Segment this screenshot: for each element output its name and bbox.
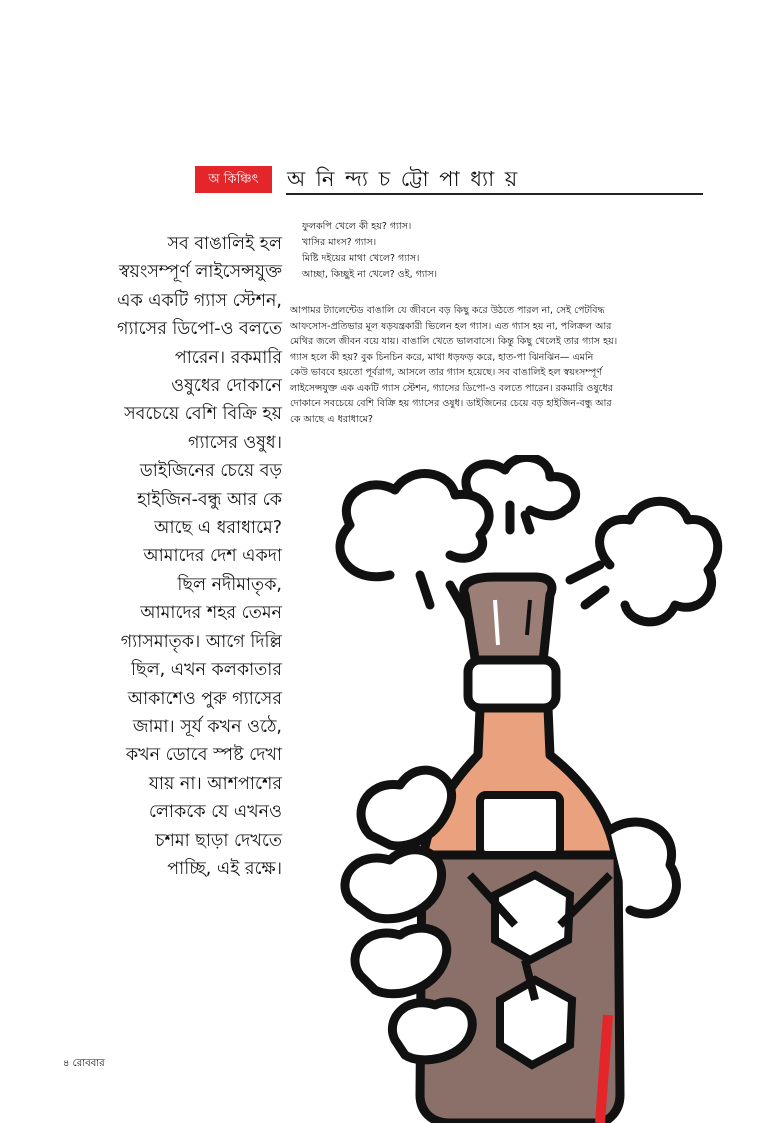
pull-quote-line: গ্যাসের ডিপো-ও বলতে bbox=[117, 319, 282, 340]
pull-quote-line: সবচেয়ে বেশি বিক্রি হয় bbox=[124, 404, 282, 425]
article-body bbox=[290, 303, 702, 427]
pull-quote-line: আছে এ ধরাধামে? bbox=[154, 518, 282, 539]
body-line: মেথির জলে জীবন বয়ে যায়। বাঙালি খেতে ভালবাসে। কিন্তু কিছু খেলেই তার গ্যাস হয়। bbox=[290, 336, 618, 347]
pull-quote-line: আকাশেও পুরু গ্যাসের bbox=[127, 688, 282, 709]
gas-bottle-illustration bbox=[310, 455, 730, 1123]
pull-quote-line: স্বয়ংসম্পূর্ণ লাইসেন্সযুক্ত bbox=[118, 262, 282, 283]
pull-quote bbox=[62, 230, 282, 883]
pull-quote-line: লোককে যে এখনও bbox=[148, 802, 282, 823]
body-line: দোকানে সবচেয়ে বেশি বিক্রি হয় গ্যাসের ওষুধ। ডাইজিনের চেয়ে বড় হাইজিন-বন্ধু আর bbox=[290, 398, 612, 409]
gas-cloud-center-icon bbox=[466, 457, 576, 530]
bottle-label-top bbox=[480, 795, 560, 855]
body-line: আপামর ট্যালেন্টেড বাঙালি যে জীবনে বড় কিছু করে উঠতে পারল না, সেই পেটবিদ্ধ bbox=[290, 305, 605, 316]
verse-line: আচ্ছা, কিচ্ছুই না খেলে? ওই, গ্যাস। bbox=[302, 269, 438, 280]
body-line: কেউ ভাববে হয়তো পূর্বরাগ, আসলে তার গ্যাস হয়েছে। সব বাঙালিই হল স্বয়ংসম্পূর্ণ bbox=[290, 367, 602, 378]
pull-quote-line: জামা। সূর্য কখন ওঠে, bbox=[132, 716, 282, 737]
header-divider bbox=[286, 193, 703, 195]
pull-quote-line: এক একটি গ্যাস স্টেশন, bbox=[117, 290, 282, 311]
pull-quote-line: ছিল, এখন কলকাতার bbox=[130, 660, 282, 681]
pull-quote-line: যায় না। আশপাশের bbox=[148, 773, 282, 794]
pull-quote-line: পাচ্ছি, এই রক্ষে। bbox=[167, 858, 282, 879]
pull-quote-line: আমাদের দেশ একদা bbox=[143, 546, 282, 567]
pull-quote-line: হাইজিন-বন্ধু আর কে bbox=[137, 489, 282, 510]
body-line: কে আছে এ ধরাধামে? bbox=[290, 413, 373, 425]
author-byline: অ নি ন্দ্য চ ট্টো পা ধ্যা য় bbox=[287, 167, 520, 191]
verse-line: খাসির মাংস? গ্যাস। bbox=[302, 237, 377, 248]
body-line: লাইসেন্সযুক্ত এক একটি গ্যাস স্টেশন, গ্যাসের ডিপো-ও বলতে পারেন। রকমারি ওষুধের bbox=[290, 382, 613, 394]
page-folio: ৪ রোববার bbox=[63, 1058, 105, 1069]
pull-quote-line: ছিল নদীমাতৃক, bbox=[177, 574, 282, 595]
pull-quote-line: গ্যাসমাতৃক। আগে দিল্লি bbox=[120, 631, 282, 652]
pull-quote-line: পারেন। রকমারি bbox=[174, 347, 282, 368]
pull-quote-line: ওষুধের দোকানে bbox=[171, 376, 282, 397]
verse-block bbox=[302, 219, 437, 283]
pull-quote-line: চশমা ছাড়া দেখতে bbox=[155, 830, 282, 851]
pull-quote-line: আমাদের শহর তেমন bbox=[140, 603, 282, 624]
bottle-collar bbox=[468, 660, 556, 708]
section-tag: অ কিঞ্চিৎ bbox=[195, 166, 272, 193]
pull-quote-line: ডাইজিনের চেয়ে বড় bbox=[139, 461, 282, 482]
verse-line: মিষ্টি দইয়ের মাথা খেলে? গ্যাস। bbox=[302, 253, 420, 264]
pull-quote-line: গ্যাসের ওষুধ। bbox=[188, 432, 282, 453]
gas-cloud-right-icon bbox=[570, 501, 718, 622]
pull-quote-line: কখন ডোবে স্পষ্ট দেখা bbox=[125, 745, 282, 766]
pull-quote-line: সব বাঙালিই হল bbox=[167, 234, 282, 254]
verse-line: ফুলকপি খেলে কী হয়? গ্যাস। bbox=[302, 221, 412, 232]
body-line: গ্যাস হলে কী হয়? বুক চিনচিন করে, মাথা ধড়ফড় করে, হাত-পা ঝিনঝিন— এমনি bbox=[290, 351, 594, 363]
body-line: আফসোস-প্রতিভার মূল ষড়যন্ত্রকারী ভিলেন হল গ্যাস। এত গ্যাস হয় না, পলিক্রল আর bbox=[290, 320, 612, 332]
